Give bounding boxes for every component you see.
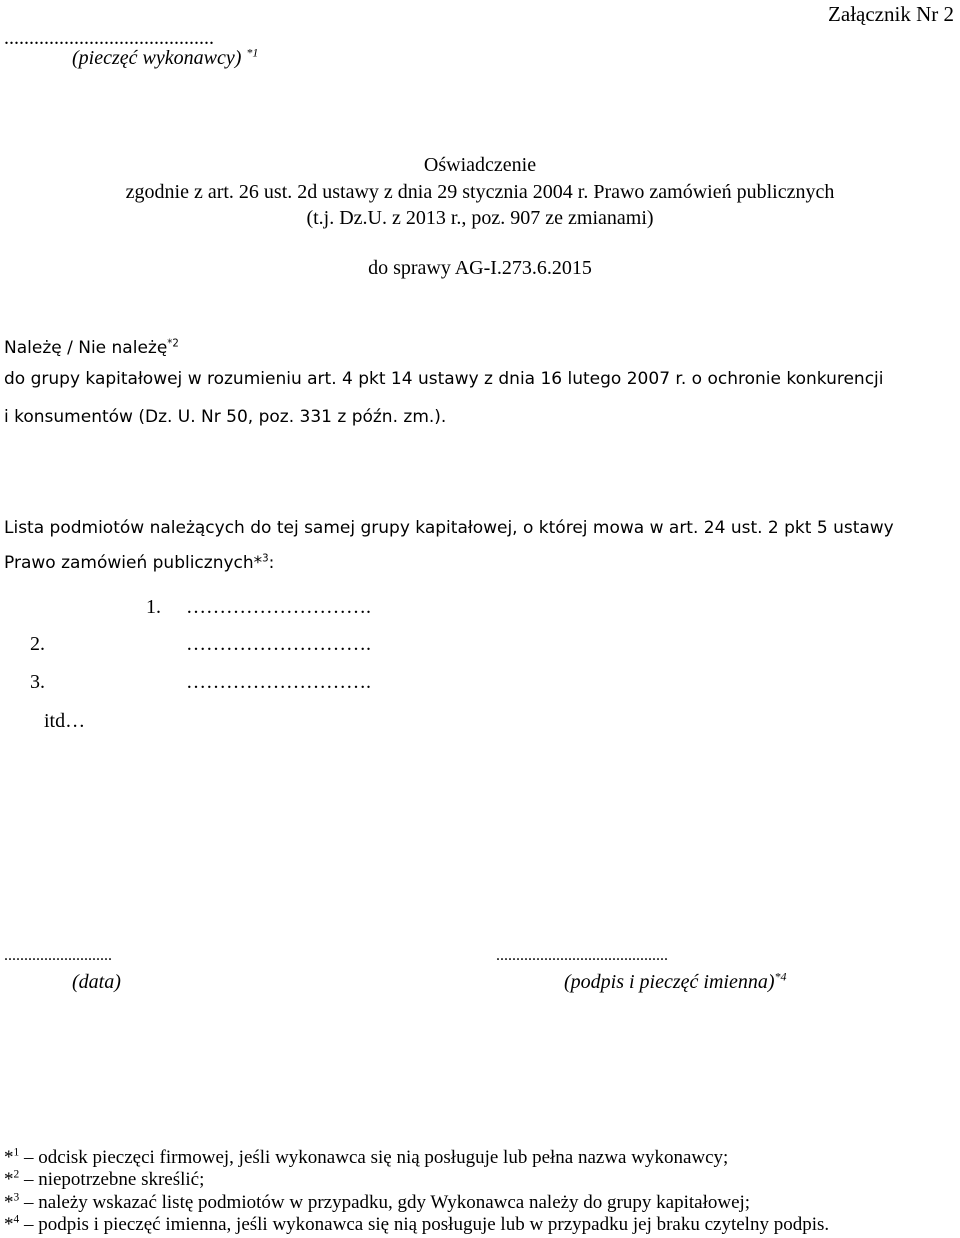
document-title: Oświadczenie (423, 154, 537, 176)
list-footnote-ref: 3 (262, 553, 269, 565)
footnote-text: – niepotrzebne skreślić; (19, 1169, 205, 1190)
footnote-number: 2 (13, 1168, 20, 1181)
footnote-number: 4 (13, 1213, 20, 1226)
legal-basis-line-2: (t.j. Dz.U. z 2013 r., poz. 907 ze zmianami) (306, 207, 654, 229)
list-item-value: ………………………. (186, 671, 371, 693)
list-intro-line-1: Lista podmiotów należących do tej samej grupy kapitałowej, o której mowa w art. 24 ust. 2 pkt 5 ustawy (4, 518, 894, 538)
footnote-mark: * (4, 1169, 14, 1190)
footnote (4, 1193, 750, 1212)
footnote-number: 1 (13, 1146, 20, 1159)
footnote-mark: * (4, 1214, 14, 1235)
footnote (4, 1215, 829, 1234)
stamp-label (72, 45, 259, 69)
date-dots: ........................... (4, 947, 112, 964)
stamp-label-text: (pieczęć wykonawcy) (72, 47, 242, 69)
footnote-mark: * (4, 1192, 14, 1213)
membership-choice-text: Należę / Nie należę (4, 338, 168, 358)
list-item-value: ………………………. (186, 596, 371, 618)
membership-footnote-ref: *2 (167, 338, 179, 350)
membership-line-1: do grupy kapitałowej w rozumieniu art. 4 pkt 14 ustawy z dnia 16 lutego 2007 r. o ochronie konkurencji (4, 369, 884, 389)
footnote-text: – należy wskazać listę podmiotów w przypadku, gdy Wykonawca należy do grupy kapitałowej; (19, 1192, 751, 1213)
date-label: (data) (72, 971, 121, 993)
list-etc: itd… (44, 710, 86, 732)
footnote-number: 3 (13, 1191, 20, 1204)
list-intro-line-2 (4, 555, 274, 572)
footnote (4, 1148, 728, 1167)
list-intro-colon: : (268, 553, 275, 573)
attachment-label: Załącznik Nr 2 (828, 2, 954, 26)
signature-footnote-ref: *4 (774, 969, 787, 984)
list-item-number: 3. (30, 671, 45, 693)
membership-choice (4, 340, 179, 357)
footnote-text: – odcisk pieczęci firmowej, jeśli wykonawca się nią posługuje lub pełna nazwa wykonawcy; (19, 1147, 729, 1168)
list-intro-text: Prawo zamówień publicznych* (4, 553, 263, 573)
signature-label (564, 969, 787, 993)
list-item-number: 2. (30, 633, 45, 655)
legal-basis-line-1: zgodnie z art. 26 ust. 2d ustawy z dnia 29 stycznia 2004 r. Prawo zamówień publicznych (125, 181, 835, 203)
footnote-mark: * (4, 1147, 14, 1168)
list-item-number: 1. (146, 596, 161, 618)
list-item-value: ………………………. (186, 633, 371, 655)
stamp-dots: .......................................... (4, 27, 214, 49)
footnote (4, 1170, 204, 1189)
stamp-footnote-ref: *1 (246, 45, 259, 60)
case-reference: do sprawy AG-I.273.6.2015 (368, 257, 592, 279)
membership-line-2: i konsumentów (Dz. U. Nr 50, poz. 331 z późn. zm.). (4, 407, 447, 427)
footnote-text: – podpis i pieczęć imienna, jeśli wykonawca się nią posługuje lub w przypadku jej braku czytelny podpis. (19, 1214, 830, 1235)
signature-dots: ........................................... (496, 947, 668, 964)
signature-label-text: (podpis i pieczęć imienna) (564, 971, 775, 993)
